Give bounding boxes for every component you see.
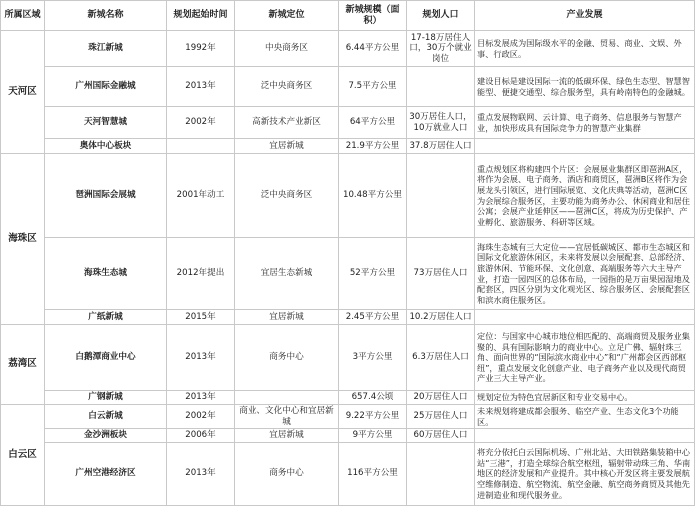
population-cell: 37.8万居住人口 [407, 139, 475, 154]
area-cell: 10.48平方公里 [339, 154, 407, 238]
area-cell: 21.9平方公里 [339, 139, 407, 154]
area-cell: 2.45平方公里 [339, 310, 407, 325]
area-cell: 116平方公里 [339, 442, 407, 505]
population-cell [407, 67, 475, 107]
city-name-cell: 金沙洲板块 [45, 429, 167, 443]
start-time-cell: 2006年 [167, 429, 235, 443]
positioning-cell: 宜居新城 [235, 310, 339, 325]
positioning-cell [235, 391, 339, 405]
positioning-cell: 宜居新城 [235, 429, 339, 443]
population-cell: 30万居住人口，10万就业人口 [407, 107, 475, 139]
positioning-cell: 中央商务区 [235, 31, 339, 67]
region-cell: 海珠区 [1, 154, 45, 325]
city-name-cell: 琶洲国际会展城 [45, 154, 167, 238]
industry-cell: 未来规划将建成都会服务、临空产业、生态文化3个功能区。 [475, 405, 695, 429]
header-city-name: 新城名称 [45, 1, 167, 31]
region-cell: 荔湾区 [1, 325, 45, 405]
header-population: 规划人口 [407, 1, 475, 31]
city-name-cell: 广钢新城 [45, 391, 167, 405]
table-row [1, 442, 695, 505]
industry-cell: 建设目标是建设国际一流的低碳环保、绿色生态型、智慧智能型、便捷交通型、综合服务型，具有岭南特色的金融城。 [475, 67, 695, 107]
start-time-cell: 2002年 [167, 107, 235, 139]
positioning-cell: 泛中央商务区 [235, 67, 339, 107]
table-row [1, 139, 695, 154]
table-row [1, 310, 695, 325]
city-name-cell: 奥体中心板块 [45, 139, 167, 154]
positioning-cell: 宜居生态新城 [235, 238, 339, 310]
city-name-cell: 广州空港经济区 [45, 442, 167, 505]
table-row [1, 107, 695, 139]
population-cell: 6.3万居住人口 [407, 325, 475, 391]
city-name-cell: 天河智慧城 [45, 107, 167, 139]
header-row [1, 1, 695, 31]
header-start-time: 规划起始时间 [167, 1, 235, 31]
positioning-cell: 泛中央商务区 [235, 154, 339, 238]
start-time-cell: 2013年 [167, 325, 235, 391]
table-row [1, 31, 695, 67]
area-cell: 3平方公里 [339, 325, 407, 391]
table-row [1, 154, 695, 238]
start-time-cell: 2002年 [167, 405, 235, 429]
start-time-cell: 2012年提出 [167, 238, 235, 310]
header-region: 所属区域 [1, 1, 45, 31]
area-cell: 9.22平方公里 [339, 405, 407, 429]
population-cell: 17-18万居住人口，30万个就业岗位 [407, 31, 475, 67]
industry-cell: 重点发展物联网、云计算、电子商务、信息服务与智慧产业，加快形成具有国际竞争力的智慧产业集群 [475, 107, 695, 139]
positioning-cell: 宜居新城 [235, 139, 339, 154]
industry-cell [475, 139, 695, 154]
region-cell: 白云区 [1, 405, 45, 506]
area-cell: 9平方公里 [339, 429, 407, 443]
city-name-cell: 珠江新城 [45, 31, 167, 67]
header-industry: 产业发展 [475, 1, 695, 31]
area-cell: 6.44平方公里 [339, 31, 407, 67]
city-name-cell: 海珠生态城 [45, 238, 167, 310]
industry-cell: 规划定位为特色宜居新区和专业交易中心。 [475, 391, 695, 405]
city-name-cell: 白鹅潭商业中心 [45, 325, 167, 391]
start-time-cell [167, 139, 235, 154]
industry-cell: 目标发展成为国际级水平的金融、贸易、商业、文娱、外事、行政区。 [475, 31, 695, 67]
start-time-cell: 2013年 [167, 391, 235, 405]
table-row [1, 429, 695, 443]
table-row [1, 238, 695, 310]
start-time-cell: 2013年 [167, 67, 235, 107]
industry-cell: 重点规划区将构建四个片区：会展展业集群区即琶洲A区，将作为会展、电子商务、酒店和商贸区，琶洲B区将作为会展龙头引领区，进行国际展览、文化庆典等活动，琶洲C区为会展综合服务区，主要功能为商务办公、休闲商业和居住公寓；会展产业延伸区——琶洲C区，将成为历史保护、产业孵化、旅游服务、科研等区域。 [475, 154, 695, 238]
population-cell: 60万居住人口 [407, 429, 475, 443]
start-time-cell: 2001年动工 [167, 154, 235, 238]
area-cell: 657.4公顷 [339, 391, 407, 405]
industry-cell: 定位：与国家中心城市地位相匹配的、高端商贸及服务业集聚的、具有国际影响力的商业中心。立足广佛、辐射珠三角、面向世界的“国际滨水商业中心”和“广州都会区西部枢纽”，重点发展文化创意产业、电子商务产业以及现代商贸产业三大主导产业。 [475, 325, 695, 391]
industry-cell: 海珠生态城有三大定位——宜居低碳城区、都市生态城区和国际文化旅游休闲区，未来将发展以会展配套、总部经济、旅游休闲、节能环保、文化创意、高端服务等六大主导产业，打造一园四区的总体布局，一园指的是万亩果园湿地及配套区，四区分别为文化观光区、综合服务区、会展配套区和滨水商住服务区。 [475, 238, 695, 310]
city-name-cell: 白云新城 [45, 405, 167, 429]
positioning-cell: 高新技术产业新区 [235, 107, 339, 139]
industry-cell: 将充分依托白云国际机场、广州北站、大田铁路集装箱中心站“三港”，打造全球综合航空枢纽，辐射带动珠三角、华南地区的经济发展和产业提升。其中核心开发区将主要发展航空维修制造、航空物流、航空金融、航空商务商贸及其他先进制造业和现代服务业。 [475, 442, 695, 505]
table-row [1, 325, 695, 391]
positioning-cell: 商务中心 [235, 442, 339, 505]
positioning-cell: 商务中心 [235, 325, 339, 391]
area-cell: 7.5平方公里 [339, 67, 407, 107]
population-cell [407, 154, 475, 238]
positioning-cell: 商业、文化中心和宜居新城 [235, 405, 339, 429]
city-name-cell: 广州国际金融城 [45, 67, 167, 107]
header-area: 新城规模（面积） [339, 1, 407, 31]
population-cell: 73万居住人口 [407, 238, 475, 310]
population-cell: 25万居住人口 [407, 405, 475, 429]
industry-cell [475, 429, 695, 443]
city-name-cell: 广纸新城 [45, 310, 167, 325]
table-row [1, 405, 695, 429]
region-cell: 天河区 [1, 31, 45, 154]
area-cell: 52平方公里 [339, 238, 407, 310]
start-time-cell: 2013年 [167, 442, 235, 505]
population-cell [407, 442, 475, 505]
start-time-cell: 2015年 [167, 310, 235, 325]
header-positioning: 新城定位 [235, 1, 339, 31]
table-body [1, 31, 695, 506]
area-cell: 64平方公里 [339, 107, 407, 139]
table-row [1, 391, 695, 405]
population-cell: 20万居住人口 [407, 391, 475, 405]
table-row [1, 67, 695, 107]
industry-cell [475, 310, 695, 325]
population-cell: 10.2万居住人口 [407, 310, 475, 325]
start-time-cell: 1992年 [167, 31, 235, 67]
